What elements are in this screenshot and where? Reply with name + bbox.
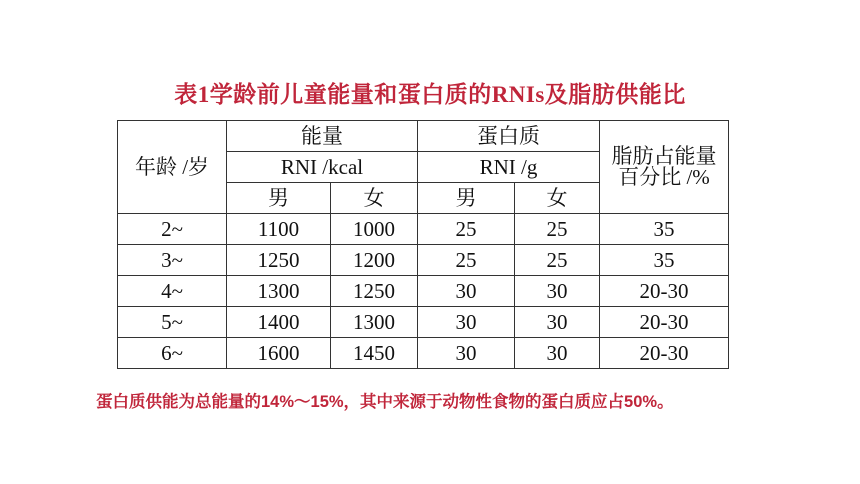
age-cell: 2~ [118, 214, 227, 245]
fat-cell: 20-30 [600, 307, 729, 338]
age-cell: 6~ [118, 338, 227, 369]
fat-cell: 20-30 [600, 338, 729, 369]
protein-unit: RNI /g [418, 152, 600, 183]
age-cell: 4~ [118, 276, 227, 307]
energy-female-header: 女 [331, 183, 418, 214]
protein-male-header: 男 [418, 183, 515, 214]
protein-male-cell: 25 [418, 245, 515, 276]
energy-female-cell: 1450 [331, 338, 418, 369]
protein-male-cell: 30 [418, 307, 515, 338]
protein-female-cell: 30 [515, 338, 600, 369]
protein-male-cell: 25 [418, 214, 515, 245]
table-row [118, 245, 729, 276]
protein-female-cell: 25 [515, 214, 600, 245]
protein-female-header: 女 [515, 183, 600, 214]
energy-female-cell: 1000 [331, 214, 418, 245]
fat-header [600, 121, 729, 214]
energy-female-cell: 1200 [331, 245, 418, 276]
energy-header: 能量 [227, 121, 418, 152]
protein-female-cell: 30 [515, 307, 600, 338]
age-cell: 5~ [118, 307, 227, 338]
fat-cell: 35 [600, 214, 729, 245]
table-row [118, 338, 729, 369]
energy-unit: RNI /kcal [227, 152, 418, 183]
energy-male-cell: 1100 [227, 214, 331, 245]
table-row [118, 276, 729, 307]
table-title: 表1学龄前儿童能量和蛋白质的RNIs及脂肪供能比 [174, 82, 686, 107]
age-cell: 3~ [118, 245, 227, 276]
fat-header-line1: 脂肪占能量 [611, 144, 717, 168]
protein-female-cell: 25 [515, 245, 600, 276]
energy-male-cell: 1250 [227, 245, 331, 276]
fat-cell: 20-30 [600, 276, 729, 307]
energy-male-cell: 1400 [227, 307, 331, 338]
rni-table [117, 120, 729, 369]
protein-female-cell: 30 [515, 276, 600, 307]
fat-cell: 35 [600, 245, 729, 276]
table-row [118, 307, 729, 338]
energy-male-cell: 1600 [227, 338, 331, 369]
energy-male-cell: 1300 [227, 276, 331, 307]
energy-female-cell: 1300 [331, 307, 418, 338]
protein-male-cell: 30 [418, 276, 515, 307]
table-row [118, 214, 729, 245]
energy-female-cell: 1250 [331, 276, 418, 307]
fat-header-line2: 百分比 /% [618, 165, 710, 189]
protein-male-cell: 30 [418, 338, 515, 369]
age-header: 年龄 /岁 [118, 121, 227, 214]
footnote: 蛋白质供能为总能量的14%～15%，其中来源于动物性食物的蛋白质应占50%。 [96, 393, 674, 411]
energy-male-header: 男 [227, 183, 331, 214]
protein-header: 蛋白质 [418, 121, 600, 152]
